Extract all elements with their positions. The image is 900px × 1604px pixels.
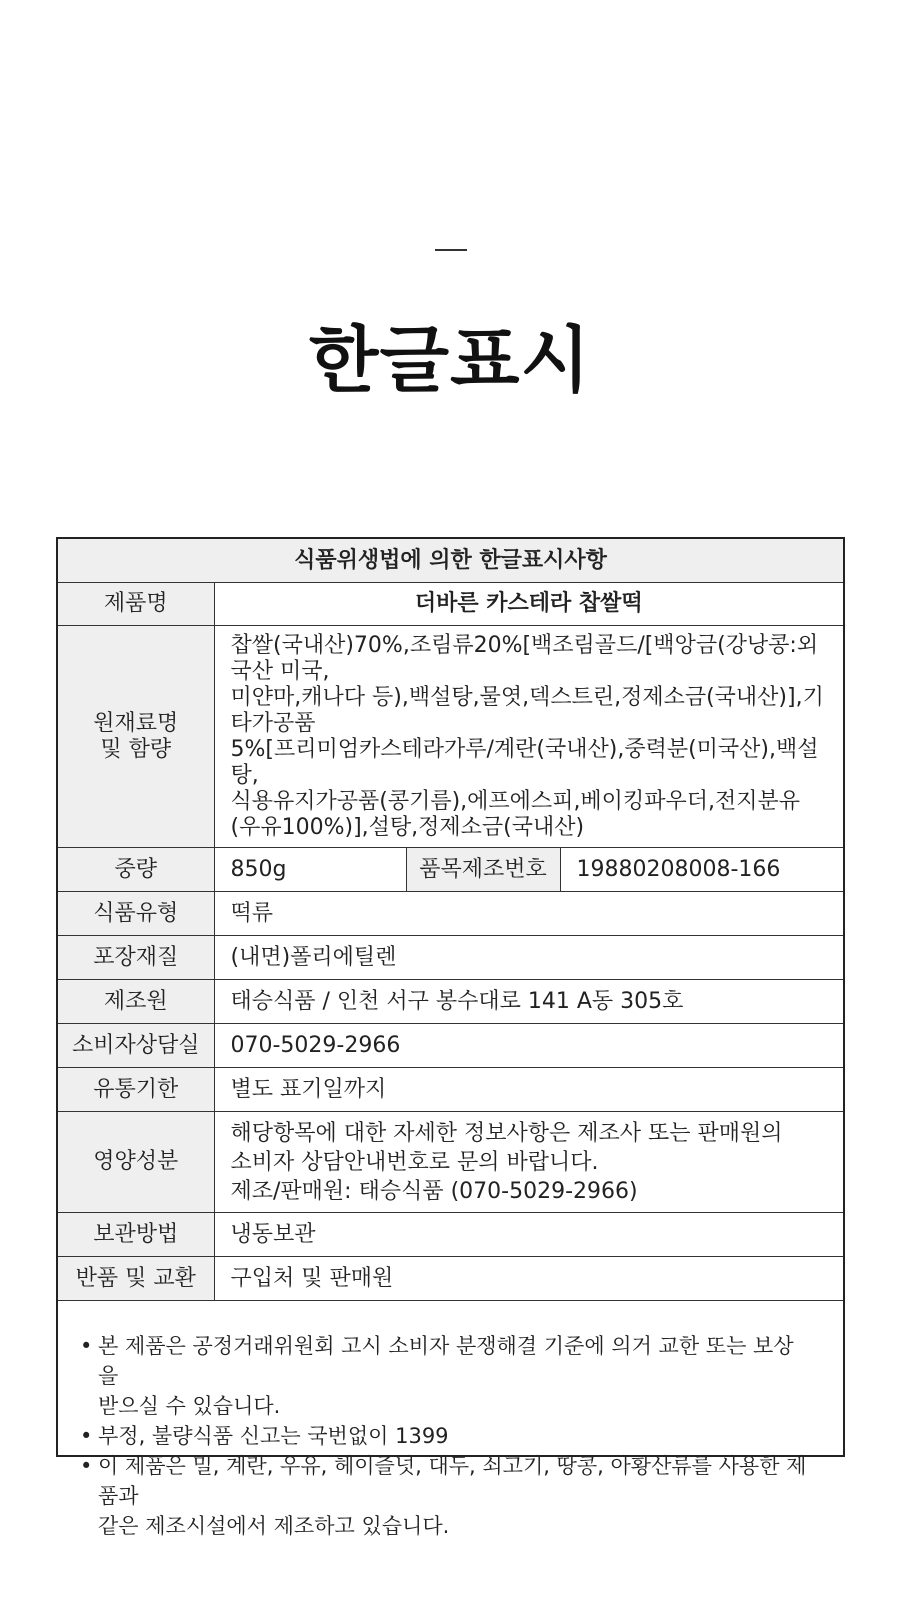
notice-item: [78, 1421, 813, 1451]
ingredients-key-line: 원재료명: [93, 710, 179, 736]
food-type-value: 떡류: [214, 892, 843, 936]
row-weight: [58, 848, 843, 892]
notice-line: 같은 제조시설에서 제조하고 있습니다.: [98, 1514, 450, 1538]
weight-key: 중량: [58, 848, 214, 892]
food-label-table: [56, 537, 845, 1538]
report-number-key: 품목제조번호: [406, 848, 560, 892]
storage-key: 보관방법: [58, 1213, 214, 1257]
nutrition-line: 소비자 상담안내번호로 문의 바랍니다.: [230, 1150, 599, 1175]
nutrition-line: 제조/판매원: 태승식품 (070-5029-2966): [230, 1179, 638, 1204]
ingredients-line: 미얀마,캐나다 등),백설탕,물엿,덱스트린,정제소금(국내산)],기타가공품: [230, 685, 824, 736]
notice-line: 부정, 불량식품 신고는 국번없이 1399: [98, 1424, 449, 1448]
bullet: •: [80, 1424, 93, 1448]
notice-line: 본 제품은 공정거래위원회 고시 소비자 분쟁해결 기준에 의거 교한 또는 보상을: [98, 1334, 794, 1388]
weight-value: 850g: [214, 848, 406, 892]
nutrition-line: 해당항목에 대한 자세한 정보사항은 제조사 또는 판매원의: [230, 1121, 783, 1146]
ingredients-line: 5%[프리미엄카스테라가루/계란(국내산),중력분(미국산),백설탕,: [230, 737, 819, 788]
consumer-contact-value: 070-5029-2966: [214, 1024, 843, 1068]
bullet: •: [80, 1334, 93, 1358]
notice-item: [78, 1451, 813, 1541]
row-nutrition: [58, 1112, 843, 1213]
product-name-key: 제품명: [58, 583, 214, 626]
row-packaging: [58, 936, 843, 980]
row-product-name: [58, 583, 843, 626]
storage-value: 냉동보관: [214, 1213, 843, 1257]
ingredients-key: [58, 626, 214, 848]
manufacturer-key: 제조원: [58, 980, 214, 1024]
packaging-key: 포장재질: [58, 936, 214, 980]
row-consumer-contact: [58, 1024, 843, 1068]
page-title: 한글표시: [308, 318, 592, 402]
food-type-key: 식품유형: [58, 892, 214, 936]
row-food-type: [58, 892, 843, 936]
row-storage: [58, 1213, 843, 1257]
notice-list: [58, 1301, 843, 1541]
row-manufacturer: [58, 980, 843, 1024]
row-returns: [58, 1257, 843, 1301]
label-heading: 식품위생법에 의한 한글표시사항: [58, 539, 843, 583]
row-ingredients: [58, 626, 843, 848]
ingredients-line: (우유100%)],설탕,정제소금(국내산): [230, 815, 585, 840]
ingredients-value: [214, 626, 843, 848]
expiry-key: 유통기한: [58, 1068, 214, 1112]
expiry-value: 별도 표기일까지: [214, 1068, 843, 1112]
product-name-value: 더바른 카스테라 찹쌀떡: [214, 583, 843, 626]
packaging-value: (내면)폴리에틸렌: [214, 936, 843, 980]
ingredients-line: 찹쌀(국내산)70%,조림류20%[백조림골드/[백앙금(강낭콩:외국산 미국,: [230, 633, 819, 684]
ingredients-line: 식용유지가공품(콩기름),에프에스피,베이킹파우더,전지분유: [230, 789, 800, 814]
consumer-contact-key: 소비자상담실: [58, 1024, 214, 1068]
manufacturer-value: 태승식품 / 인천 서구 봉수대로 141 A동 305호: [214, 980, 843, 1024]
row-expiry: [58, 1068, 843, 1112]
returns-value: 구입처 및 판매원: [214, 1257, 843, 1301]
nutrition-key: 영양성분: [58, 1112, 214, 1213]
label-grid: [58, 539, 843, 1301]
bullet: •: [80, 1454, 93, 1478]
returns-key: 반품 및 교환: [58, 1257, 214, 1301]
report-number-value: 19880208008-166: [560, 848, 843, 892]
ingredients-key-line: 및 함량: [100, 736, 172, 762]
notice-item: [78, 1331, 813, 1421]
nutrition-value: [214, 1112, 843, 1213]
notice-line: 받으실 수 있습니다.: [98, 1394, 281, 1418]
title-divider: [435, 249, 467, 251]
notice-line: 이 제품은 밀, 계란, 우유, 헤이즐넛, 대두, 쇠고기, 땅콩, 아황산류를 사용한 제품과: [98, 1454, 807, 1508]
label-heading-row: [58, 539, 843, 583]
